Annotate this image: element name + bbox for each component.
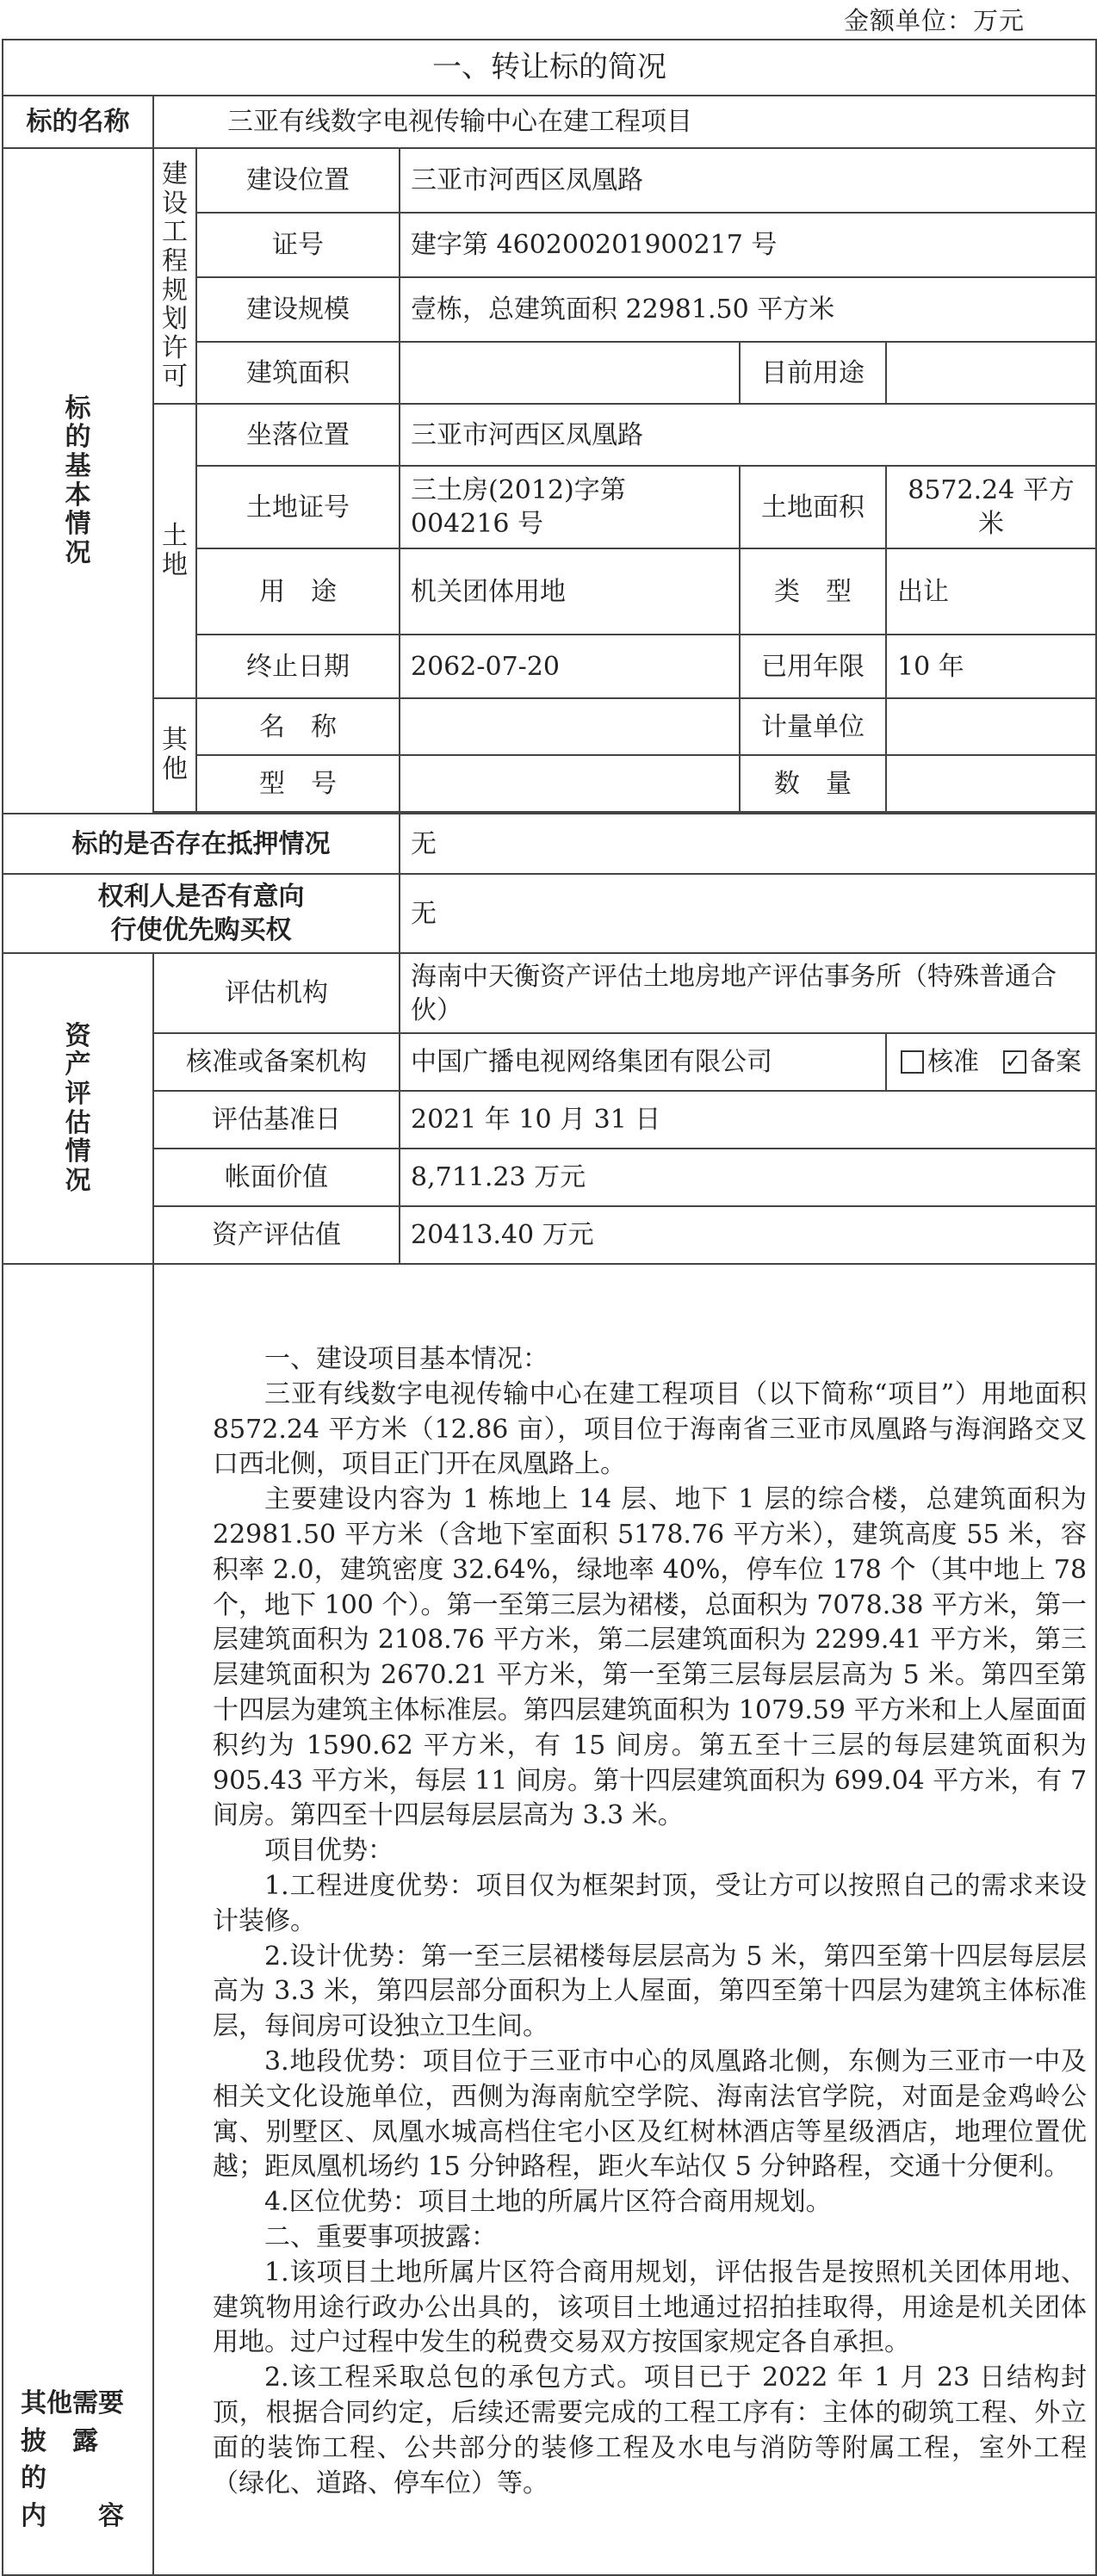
approve-option-label: 核准 <box>927 1047 979 1077</box>
approval-type-options <box>886 1033 1096 1091</box>
filing-checkbox[interactable]: ✓ <box>1003 1050 1026 1074</box>
disclosure-paragraph: 1.工程进度优势：项目仅为框架封顶，受让方可以按照自己的需求来设计装修。 <box>213 1870 1088 1936</box>
land-location-label: 坐落位置 <box>196 404 400 466</box>
appraised-value: 20413.40 万元 <box>400 1206 1096 1264</box>
basic-info-label: 标 的 基 本 情 况 <box>3 148 153 814</box>
transfer-subject-table <box>2 39 1097 2576</box>
amount-unit-label: 金额单位：万元 <box>843 6 1025 35</box>
permit-cert-label: 证号 <box>196 213 400 277</box>
filing-option-label: 备案 <box>1030 1047 1082 1077</box>
other-name-value <box>400 698 740 755</box>
appraisal-org-label: 评估机构 <box>153 953 400 1033</box>
approve-option[interactable] <box>901 1045 979 1079</box>
disclosure-label <box>3 1264 153 2575</box>
book-value: 8,711.23 万元 <box>400 1149 1096 1206</box>
land-area-value: 8572.24 平方米 <box>886 466 1096 548</box>
land-use-value: 机关团体用地 <box>400 548 740 635</box>
disclosure-label-line1: 其他需要 <box>21 2388 124 2418</box>
other-qty-value <box>886 755 1096 812</box>
mortgage-label: 标的是否存在抵押情况 <box>3 814 400 874</box>
disclosure-paragraph: 2.设计优势：第一至三层裙楼每层层高为 5 米，第四至第十四层每层层高为 3.3 米，第四层部分面积为上人屋面，第四至第十四层为建筑主体标准层，每间房可设独立卫生间。 <box>213 1941 1088 2042</box>
land-type-value: 出让 <box>886 548 1096 635</box>
permit-scale-label: 建设规模 <box>196 277 400 342</box>
disclosure-paragraph: 三亚有线数字电视传输中心在建工程项目（以下简称“项目”）用地面积 8572.24 平方米（12.86 亩），项目位于海南省三亚市凤凰路与海润路交叉口西北侧，项目正门开在凤凰路上。 <box>213 1378 1088 1480</box>
land-location-value: 三亚市河西区凤凰路 <box>400 404 1096 466</box>
permit-location-label: 建设位置 <box>196 148 400 213</box>
approve-checkbox[interactable] <box>901 1050 924 1074</box>
base-date-label: 评估基准日 <box>153 1091 400 1149</box>
permit-use-value <box>886 342 1096 404</box>
preemption-label <box>3 874 400 953</box>
other-unit-value <box>886 698 1096 755</box>
preemption-label-line1: 权利人是否有意向 <box>97 882 305 912</box>
appraised-value-label: 资产评估值 <box>153 1206 400 1264</box>
disclosure-paragraph: 3.地段优势：项目位于三亚市中心的凤凰路北侧，东侧为三亚市一中及相关文化设施单位，西侧为海南航空学院、海南法官学院，对面是金鸡岭公寓、别墅区、凤凰水城高档住宅小区及红树林酒店等星级酒店，地理位置优越；距凤凰机场约 15 分钟路程，距火车站仅 5 分钟路程，交通十分便利。 <box>213 2046 1088 2183</box>
land-end-date-value: 2062-07-20 <box>400 635 740 698</box>
permit-group-label: 建 设 工 程 规 划 许 可 <box>153 148 196 404</box>
filing-option[interactable] <box>1003 1045 1082 1079</box>
disclosure-paragraph: 1.该项目土地所属片区符合商用规划，评估报告是按照机关团体用地、建筑物用途行政办公出具的，该项目土地通过招拍挂取得，用途是机关团体用地。过户过程中发生的税费交易双方按国家规定各自承担。 <box>213 2257 1088 2358</box>
land-years-label: 已用年限 <box>740 635 886 698</box>
land-end-date-label: 终止日期 <box>196 635 400 698</box>
land-use-label: 用 途 <box>196 548 400 635</box>
subject-name-label: 标的名称 <box>3 96 153 148</box>
other-unit-label: 计量单位 <box>740 698 886 755</box>
land-cert-label: 土地证号 <box>196 466 400 548</box>
land-cert-value: 三土房(2012)字第 004216 号 <box>400 466 740 548</box>
mortgage-value: 无 <box>400 814 1096 874</box>
preemption-label-line2: 行使优先购买权 <box>110 915 292 945</box>
other-model-label: 型 号 <box>196 755 400 812</box>
disclosure-label-line2: 披 露 的 <box>21 2425 124 2493</box>
other-model-value <box>400 755 740 812</box>
disclosure-heading-2: 二、重要事项披露： <box>264 2221 497 2252</box>
book-value-label: 帐面价值 <box>153 1149 400 1206</box>
disclosure-content <box>153 1264 1096 2575</box>
appraisal-org-value: 海南中天衡资产评估土地房地产评估事务所（特殊普通合伙） <box>400 953 1096 1033</box>
permit-area-label: 建筑面积 <box>196 342 400 404</box>
other-name-label: 名 称 <box>196 698 400 755</box>
permit-location-value: 三亚市河西区凤凰路 <box>400 148 1096 213</box>
land-type-label: 类 型 <box>740 548 886 635</box>
subject-name-value: 三亚有线数字电视传输中心在建工程项目 <box>153 96 1096 148</box>
land-years-value: 10 年 <box>886 635 1096 698</box>
approver-value: 中国广播电视网络集团有限公司 <box>400 1033 886 1091</box>
disclosure-heading-1: 一、建设项目基本情况： <box>264 1344 548 1374</box>
disclosure-label-line3: 内 容 <box>21 2500 124 2531</box>
disclosure-paragraph: 主要建设内容为 1 栋地上 14 层、地下 1 层的综合楼，总建筑面积为 22981.50 平方米（含地下室面积 5178.76 平方米），建筑高度 55 米，容积率 2.0，建筑密度 32.64%，绿地率 40%，停车位 178 个（其中地上 78 个，地下 100 个）。第一至第三层为裙楼，总面积为 7078.38 平方米，第一层建筑面积为 2108.76 平方米，第二层建筑面积为 2299.41 平方米，第三层建筑面积为 2670.21 平方米，第一至第三层每层层高为 5 米。第四至第十四层为建筑主体标准层。第四层建筑面积为 1079.59 平方米和上人屋面面积约为 1590.62 平方米，有 15 间房。第五至十三层的每层建筑面积为 905.43 平方米，每层 11 间房。第十四层建筑面积为 699.04 平方米，有 7 间房。第四至十四层每层层高为 3.3 米。 <box>213 1484 1088 1831</box>
preemption-value: 无 <box>400 874 1096 953</box>
other-group-label: 其 他 <box>153 698 196 812</box>
base-date-value: 2021 年 10 月 31 日 <box>400 1091 1096 1149</box>
other-qty-label: 数 量 <box>740 755 886 812</box>
disclosure-paragraph: 4.区位优势：项目土地的所属片区符合商用规划。 <box>264 2187 832 2218</box>
land-group-label: 土 地 <box>153 404 196 698</box>
permit-area-value <box>400 342 740 404</box>
permit-scale-value: 壹栋，总建筑面积 22981.50 平方米 <box>400 277 1096 342</box>
permit-use-label: 目前用途 <box>740 342 886 404</box>
disclosure-paragraph: 2.该工程采取总包的承包方式。项目已于 2022 年 1 月 23 日结构封顶，根据合同约定，后续还需要完成的工程工序有：主体的砌筑工程、外立面的装饰工程、公共部分的装修工程及水电与消防等附属工程，室外工程（绿化、道路、停车位）等。 <box>213 2362 1088 2499</box>
appraisal-label: 资 产 评 估 情 况 <box>3 953 153 1264</box>
land-area-label: 土地面积 <box>740 466 886 548</box>
section-title: 一、转让标的简况 <box>3 40 1096 96</box>
project-advantages-heading: 项目优势： <box>264 1836 394 1867</box>
permit-cert-value: 建字第 460200201900217 号 <box>400 213 1096 277</box>
approver-label: 核准或备案机构 <box>153 1033 400 1091</box>
